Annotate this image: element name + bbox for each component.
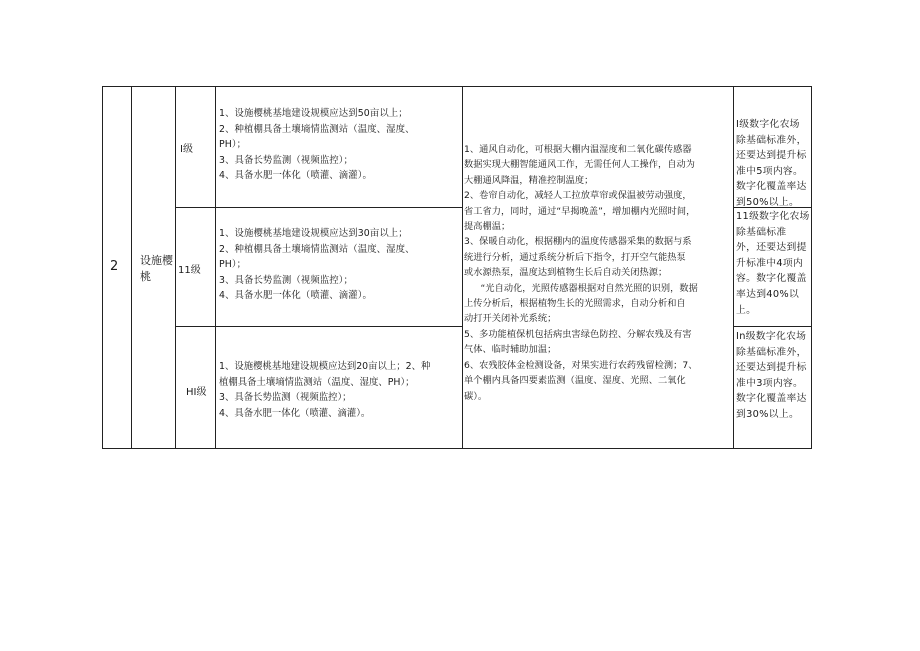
category-name <box>140 253 176 287</box>
standard-line: 还要达到提升标 <box>736 150 807 162</box>
level-name-1: I级 <box>180 144 193 154</box>
standard-line: 容。数字化覆盖 <box>736 273 807 285</box>
standard-line: 率达到40%以 <box>736 288 800 300</box>
level-3-requirements <box>219 359 462 425</box>
standard-line: 上。 <box>736 304 757 316</box>
requirement-line: 2、种植棚具备土壤墒情监测站（温度、湿度、 <box>219 123 415 135</box>
requirement-line: 3、具备长势监测（视频监控）； <box>219 154 354 166</box>
requirement-line: PH）； <box>219 139 247 151</box>
measure-line: 或水源热泵，温度达到植物生长后自动关闭热源； <box>464 267 668 279</box>
measure-line: 数据实现大棚智能通风工作，无需任何人工操作，自动为 <box>464 159 695 171</box>
standard-line: 除基础标准外， <box>736 134 807 146</box>
level-1-standard <box>736 117 811 207</box>
measure-line: 大棚通风降温，精准控制温度； <box>464 174 594 186</box>
level-name-2: 11级 <box>178 265 201 275</box>
table-top-border <box>102 86 812 87</box>
requirement-line: 1、设施樱桃基地建设规模应达到20亩以上；2、种 <box>219 361 431 372</box>
measure-line: 省工省力，同时，通过“早揭晚盖”，增加棚内光照时间， <box>464 205 696 217</box>
table-bottom-border <box>102 448 812 449</box>
col-divider-enhancement <box>733 86 734 449</box>
measure-line: “光自动化，光照传感器根据对自然光照的识别，数据 <box>480 282 698 294</box>
category-line-1: 设施樱 <box>140 254 173 267</box>
measure-line: 单个棚内具备四要素监测（温度、湿度、光照、二氧化 <box>464 375 686 387</box>
measure-line: 动打开关闭补光系统； <box>464 313 557 325</box>
level-name-3: HI级 <box>186 387 207 397</box>
requirement-line: 4、具备水肥一体化（喷灌、滴灌）。 <box>219 290 372 302</box>
measure-line: 气体、临时辅助加温； <box>464 344 557 356</box>
col-divider-level <box>215 86 216 449</box>
requirement-line: 2、种植棚具备土壤墒情监测站（温度、湿度、 <box>219 243 415 255</box>
col-divider-number <box>131 86 132 449</box>
standard-divider-1 <box>733 207 812 208</box>
standard-line: I级数字化农场 <box>736 119 800 130</box>
standard-line: 到50%以上。 <box>736 196 800 207</box>
standard-line: 准中5项内容。 <box>736 165 804 177</box>
standard-line: 11级数字化农场 <box>736 211 810 222</box>
requirement-line: 1、设施樱桃基地建设规模应达到30亩以上； <box>219 228 408 239</box>
measure-line: 1、通风自动化，可根据大棚内温湿度和二氧化碳传感器 <box>464 144 692 155</box>
requirement-line: 4、具备水肥一体化（喷灌、滴灌）。 <box>219 407 371 419</box>
requirement-line: 植棚具备土壤墒情监测站（温度、湿度、PH）； <box>219 376 415 388</box>
requirement-line: 3、具备长势监测（视频监控）； <box>219 274 354 286</box>
col-divider-requirements <box>462 86 463 449</box>
standard-divider-2 <box>733 326 812 327</box>
measure-line: 提高棚温； <box>464 221 511 233</box>
measure-line: 上传分析后，根据植物生长的光照需求，自动分析和自 <box>464 298 686 310</box>
measure-line: 统进行分析，通过系统分析后下指令，打开空气能热泵 <box>464 251 686 263</box>
requirement-line: 3、具备长势监测（视频监控）； <box>219 392 352 404</box>
category-line-2: 桃 <box>140 270 151 283</box>
standard-line: 升标准中4项内 <box>736 257 804 269</box>
enhancement-measures <box>464 142 732 402</box>
table-right-border <box>811 86 812 449</box>
measure-line: 2、卷帘自动化，减轻人工拉放草帘或保温被劳动强度， <box>464 190 692 202</box>
level-2-requirements <box>219 226 461 308</box>
level-2-standard <box>736 209 811 325</box>
row-divider-1 <box>175 207 462 208</box>
level-1-requirements <box>219 106 461 188</box>
measure-line: 6、农残胶体金检测设备，对果实进行农药残留检测；7、 <box>464 359 698 371</box>
standard-line: 准中3项内容。 <box>736 377 804 389</box>
standard-line: 还要达到提升标 <box>736 362 807 374</box>
standard-line: 数字化覆盖率达 <box>736 393 807 405</box>
standard-line: 除基础标准 <box>736 226 787 238</box>
measure-line: 5、多功能植保机包括病虫害绿色防控、分解农残及有害 <box>464 328 692 340</box>
row-number: 2 <box>110 259 119 274</box>
requirement-line: 4、具备水肥一体化（喷灌、滴灌）。 <box>219 170 372 182</box>
standard-line: In级数字化农场 <box>736 331 807 342</box>
standard-line: 外，还要达到提 <box>736 242 807 254</box>
standard-line: 到30%以上。 <box>736 408 800 420</box>
measure-line: 3、保暖自动化，根据棚内的温度传感器采集的数据与系 <box>464 236 692 248</box>
row-divider-2 <box>175 326 462 327</box>
requirement-line: 1、设施樱桃基地建设规模应达到50亩以上； <box>219 108 408 119</box>
level-3-standard <box>736 329 811 429</box>
measure-line: 碳）。 <box>464 390 488 402</box>
requirement-line: PH）； <box>219 259 247 271</box>
standard-line: 除基础标准外， <box>736 346 807 358</box>
standard-line: 数字化覆盖率达 <box>736 181 807 193</box>
table-left-border <box>102 86 103 449</box>
